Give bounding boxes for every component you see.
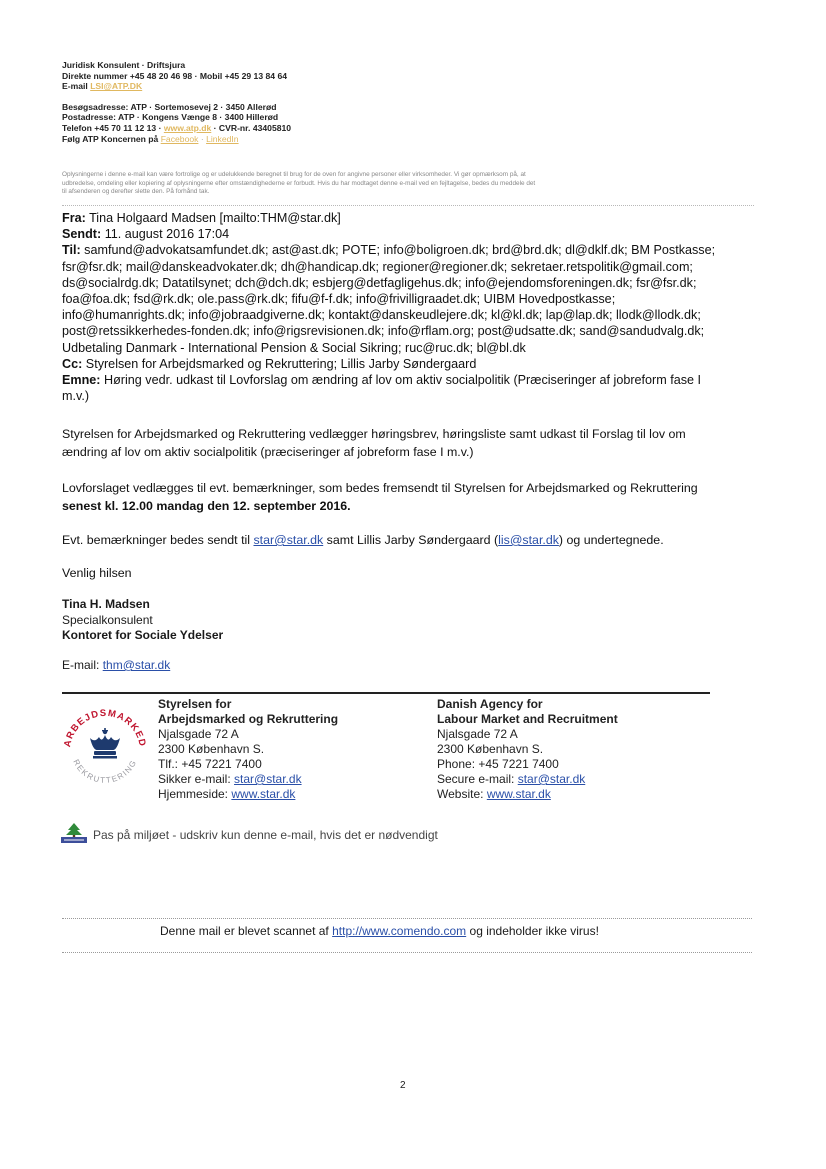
agency-city: 2300 København S. (158, 742, 265, 756)
agency-web-row (437, 787, 618, 802)
visit-address: Besøgsadresse: ATP · Sortemosevej 2 · 3450 Allerød (62, 101, 277, 112)
agency-email-row (437, 772, 618, 787)
cc-label: Cc: (62, 356, 83, 371)
sender-title: Specialkonsulent (62, 612, 153, 627)
sender-block (62, 597, 223, 644)
body-text: Evt. bemærkninger bedes sendt til (62, 533, 251, 547)
agency-street: Njalsgade 72 A (437, 727, 518, 741)
sender-email-link[interactable]: thm@star.dk (102, 658, 171, 672)
body-text: samt Lillis Jarby Søndergaard ( (326, 533, 499, 547)
divider (62, 952, 752, 953)
from-row (62, 210, 762, 226)
agency-title: Danish Agency for (437, 697, 543, 711)
tree-icon (60, 822, 88, 844)
agency-block-da (158, 697, 338, 802)
comendo-link[interactable]: http://www.comendo.com (332, 924, 467, 938)
agency-city: 2300 København S. (437, 742, 544, 756)
to-line: fsr@fsr.dk; mail@danskeadvokater.dk; dh@handicap.dk; regioner@regioner.dk; sekretaer.retspolitik@gmail.com; (62, 259, 693, 274)
from-value: Tina Holgaard Madsen [mailto:THM@star.dk] (89, 211, 341, 225)
email-header (62, 210, 762, 404)
subject-value: Høring vedr. udkast til Lovforslag om ændring af lov om aktiv socialpolitik (Præciseringer af jobreform fase I (104, 373, 702, 388)
follow-label: Følg ATP Koncernen på (62, 133, 159, 144)
to-label: Til: (62, 243, 81, 258)
signature-follow-line (62, 134, 291, 145)
disclaimer-line: til afsenderen og derefter slette den. På forhånd tak. (62, 188, 210, 196)
scan-prefix: Denne mail er blevet scannet af (160, 924, 329, 938)
page-number: 2 (400, 1080, 406, 1091)
postal-address: Postadresse: ATP · Kongens Vænge 8 · 3400 Hillerød (62, 112, 279, 123)
agency-web-link[interactable]: www.star.dk (486, 787, 551, 801)
atp-website-link[interactable]: www.atp.dk (163, 122, 212, 133)
signature-cvr: · CVR-nr. 43405810 (213, 122, 292, 133)
sender-email-label: E-mail: (62, 658, 100, 672)
agency-email-link[interactable]: star@star.dk (517, 772, 586, 786)
agency-title: Labour Market and Recruitment (437, 712, 618, 726)
agency-phone: Tlf.: +45 7221 7400 (158, 757, 262, 771)
atp-signature (62, 60, 291, 144)
lis-email-link[interactable]: lis@star.dk (498, 533, 559, 547)
signature-email-line (62, 81, 291, 92)
sender-email-line (62, 658, 170, 672)
signature-email-link[interactable]: LSI@ATP.DK (90, 81, 143, 92)
signature-divider (62, 692, 710, 694)
to-line: info@humanrights.dk; info@jobraadgiverne.dk; kontakt@danskeudlejere.dk; kl@kl.dk; lap@lap.dk; llodk@llodk.dk; (62, 308, 701, 323)
deadline-text: senest kl. 12.00 mandag den 12. september 2016. (62, 499, 351, 513)
agency-title: Styrelsen for (158, 697, 232, 711)
signature-phone-web-line (62, 123, 291, 134)
sent-value: 11. august 2016 17:04 (104, 227, 230, 242)
subject-row (62, 372, 762, 388)
subject-value-cont: m.v.) (62, 389, 90, 404)
logo-arc-bottom: REKRUTTERING (71, 757, 139, 785)
from-label: Fra: (62, 211, 86, 225)
to-line: ds@socialrdg.dk; Datatilsynet; dch@dch.dk; esbjerg@detfagligehus.dk; info@ejendomsforeningen.dk; fsr@fsr.dk; (62, 275, 697, 290)
to-row (62, 242, 762, 258)
agency-street: Njalsgade 72 A (158, 727, 239, 741)
signature-phone-line: Direkte nummer +45 48 20 46 98 · Mobil +45 29 13 84 64 (62, 70, 288, 81)
star-email-link[interactable]: star@star.dk (253, 533, 324, 547)
disclaimer-line: Oplysningerne i denne e-mail kan være fortrolige og er udelukkende beregnet til brug for de oven for angivne personer eller virksomheder. Vi gør opmærksom på, at (62, 171, 526, 178)
subject-label: Emne: (62, 373, 101, 388)
agency-email-row (158, 772, 338, 787)
disclaimer (62, 171, 762, 197)
agency-web-link[interactable]: www.star.dk (231, 787, 296, 801)
body-paragraph-3 (62, 531, 664, 549)
disclaimer-line: udbredelse, omdeling eller kopiering af oplysningerne efter omstændighederne er forbudt. Hvis du har modtaget denne e-mail ved en fejltagelse, bedes du meddele det (62, 179, 536, 187)
agency-web-row (158, 787, 338, 802)
svg-text:REKRUTTERING (71, 758, 138, 785)
cc-value: Styrelsen for Arbejdsmarked og Rekruttering; Lillis Jarby Søndergaard (85, 356, 477, 371)
cc-row (62, 356, 762, 372)
sent-row (62, 226, 762, 242)
body-text: ) og undertegnede. (558, 533, 664, 547)
signature-phone: Telefon +45 70 11 12 13 · (62, 122, 162, 133)
agency-block-en (437, 697, 618, 802)
body-line: Styrelsen for Arbejdsmarked og Rekruttering vedlægger høringsbrev, høringsliste samt udkast til Forslag til lov om (62, 427, 686, 441)
signature-email-label: E-mail (62, 81, 88, 92)
agency-phone: Phone: +45 7221 7400 (437, 757, 559, 771)
link-separator: · (200, 133, 204, 144)
agency-title: Arbejdsmarked og Rekruttering (158, 712, 339, 726)
body-line: ændring af lov om aktiv socialpolitik (præciseringer af jobreform fase I m.v.) (62, 445, 474, 459)
logo-arc-top: ARBEJDSMARKED (62, 707, 148, 749)
divider (62, 918, 752, 919)
agency-email-label: Secure e-mail: (437, 772, 515, 786)
agency-email-link[interactable]: star@star.dk (234, 772, 302, 786)
sent-label: Sendt: (62, 227, 102, 242)
facebook-link[interactable]: Facebook (160, 133, 199, 144)
body-paragraph-2 (62, 479, 698, 515)
to-line: samfund@advokatsamfundet.dk; ast@ast.dk; POTE; info@boligroen.dk; brd@brd.dk; dl@dklf.dk; BM Postkasse; (84, 243, 716, 258)
scan-suffix: og indeholder ikke virus! (469, 924, 599, 938)
signature-title-line: Juridisk Konsulent · Driftsjura (62, 60, 186, 70)
sender-office: Kontoret for Sociale Ydelser (62, 628, 224, 642)
divider (62, 205, 754, 206)
agency-web-label: Website: (437, 787, 484, 801)
scan-notice (160, 924, 599, 938)
crown-logo-icon (56, 699, 154, 797)
linkedin-link[interactable]: LinkedIn (206, 133, 239, 144)
to-line: post@retssikkerhedes-fonden.dk; info@rigsrevisionen.dk; info@rflam.org; post@udsatte.dk; sand@sandudvalg.dk; (62, 324, 705, 339)
sender-name: Tina H. Madsen (62, 597, 150, 611)
agency-email-label: Sikker e-mail: (158, 772, 231, 786)
agency-web-label: Hjemmeside: (158, 787, 229, 801)
to-line: foa@foa.dk; fsd@rk.dk; ole.pass@rk.dk; fifu@f-f.dk; info@frivilligraadet.dk; UIBM Hovedpostkasse; (62, 292, 616, 307)
body-paragraph-1 (62, 425, 686, 461)
body-line: Lovforslaget vedlægges til evt. bemærkninger, som bedes fremsendt til Styrelsen for Arbejdsmarked og Rekruttering (62, 481, 698, 495)
greeting: Venlig hilsen (62, 566, 132, 580)
star-logo (56, 699, 154, 797)
environment-text: Pas på miljøet - udskriv kun denne e-mail, hvis det er nødvendigt (93, 828, 438, 842)
to-line: Udbetaling Danmark - International Pension & Social Sikring; ruc@ruc.dk; bl@bl.dk (62, 340, 526, 355)
